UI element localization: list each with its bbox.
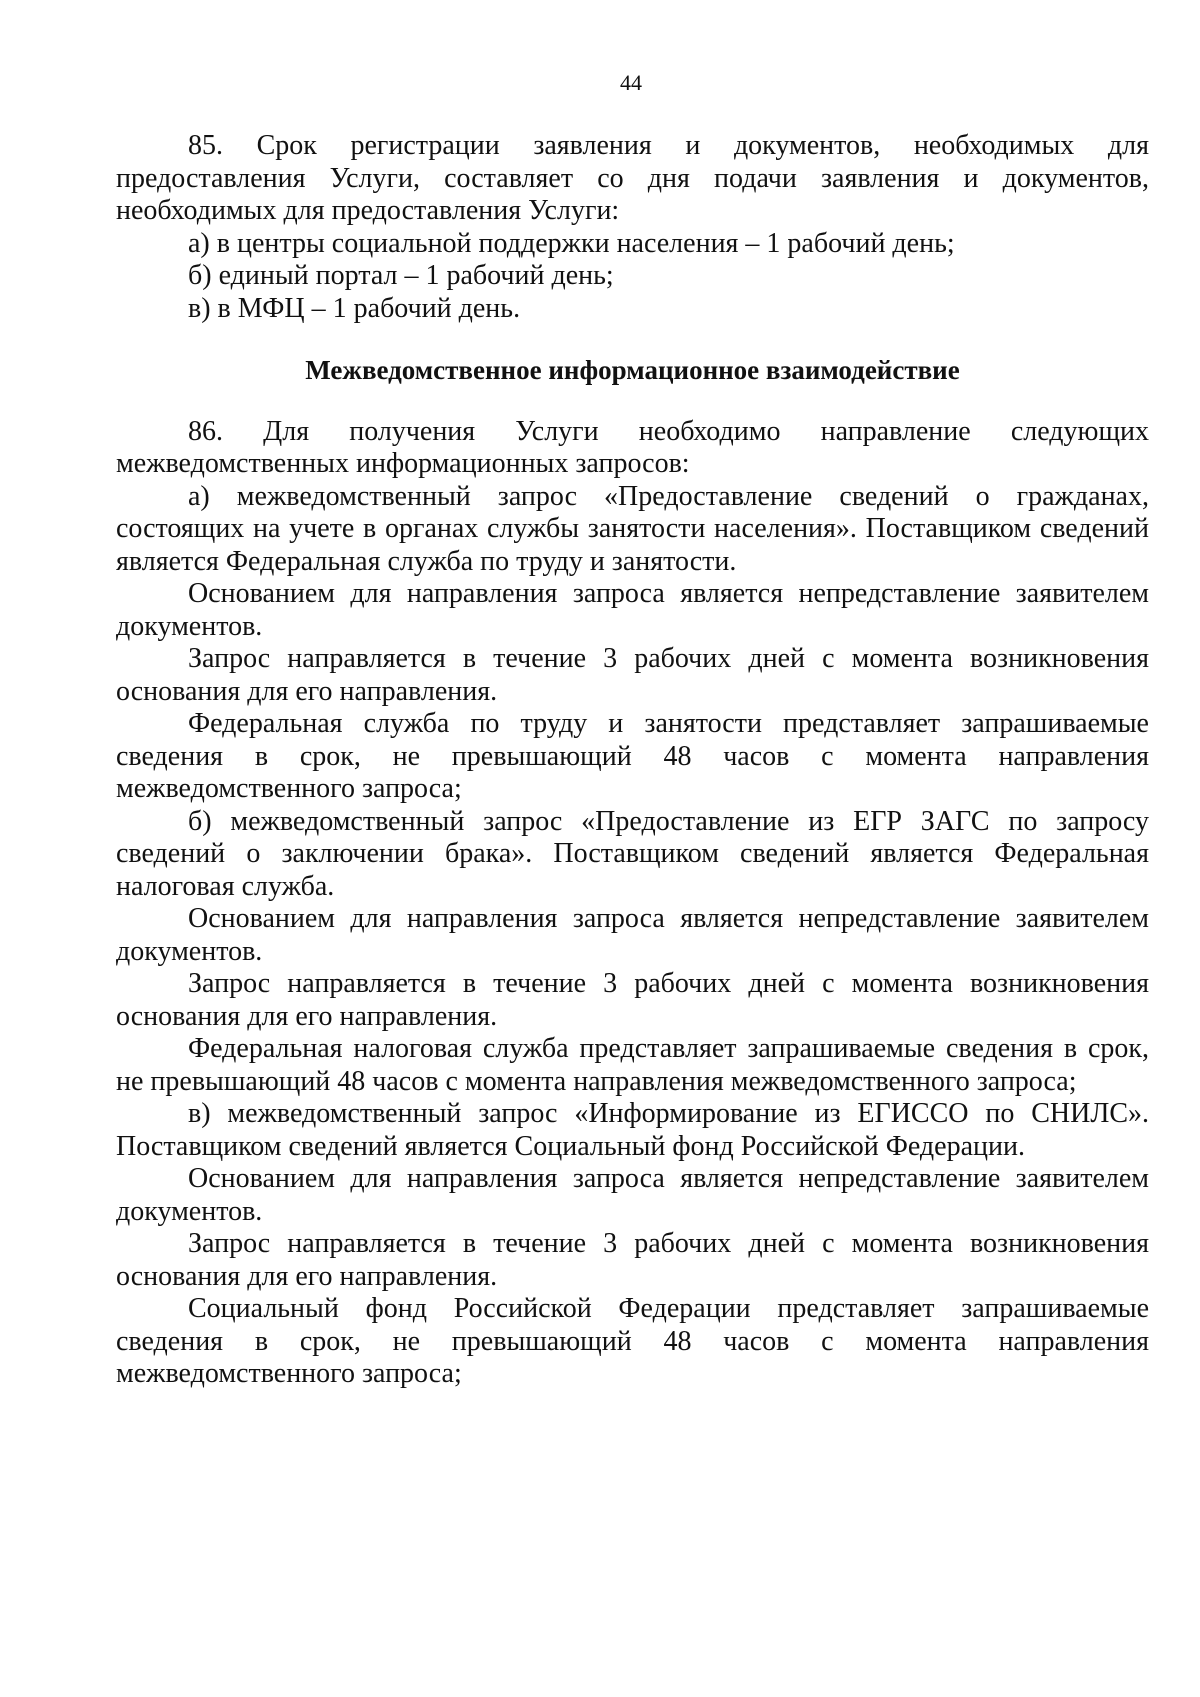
request-a-response: Федеральная служба по труду и занятости представляет запрашиваемые сведения в срок, не превышающий 48 часов с момента направления межведомственного запроса; — [116, 708, 1149, 804]
request-a-text: а) межведомственный запрос «Предоставление сведений о гражданах, состоящих на учете в органах службы занятости населения». Поставщиком сведений является Федеральная служба по труду и занятости. — [116, 480, 1149, 577]
clause-85-intro: 85. Срок регистрации заявления и документов, необходимых для предоставления Услуги, составляет со дня подачи заявления и документов, необходимых для предоставления Услуги: — [116, 130, 1149, 226]
clause-85-item-a: а) в центры социальной поддержки населения – 1 рабочий день; — [188, 227, 955, 259]
request-c-response: Социальный фонд Российской Федерации представляет запрашиваемые сведения в срок, не превышающий 48 часов с момента направления межведомственного запроса; — [116, 1293, 1149, 1389]
request-c-text: в) межведомственный запрос «Информирование из ЕГИССО по СНИЛС». Поставщиком сведений является Социальный фонд Российской Федерации. — [116, 1098, 1149, 1162]
request-b-response: Федеральная налоговая служба представляет запрашиваемые сведения в срок, не превышающий 48 часов с момента направления межведомственного запроса; — [116, 1033, 1149, 1097]
request-c-basis: Основанием для направления запроса является непредставление заявителем документов. — [116, 1163, 1149, 1227]
clause-85-item-c: в) в МФЦ – 1 рабочий день. — [188, 292, 521, 324]
request-a-timing: Запрос направляется в течение 3 рабочих дней с момента возникновения основания для его направления. — [116, 643, 1149, 707]
request-c-timing: Запрос направляется в течение 3 рабочих дней с момента возникновения основания для его направления. — [116, 1228, 1149, 1292]
request-b-timing: Запрос направляется в течение 3 рабочих дней с момента возникновения основания для его направления. — [116, 968, 1149, 1032]
section-heading: Межведомственное информационное взаимодействие — [305, 355, 960, 385]
clause-86-intro: 86. Для получения Услуги необходимо направление следующих межведомственных информационных запросов: — [116, 415, 1149, 479]
document-body — [116, 130, 1149, 1391]
request-b-text: б) межведомственный запрос «Предоставление из ЕГР ЗАГС по запросу сведений о заключении брака». Поставщиком сведений является Федеральная налоговая служба. — [116, 805, 1149, 902]
clause-85-item-b: б) единый портал – 1 рабочий день; — [188, 260, 614, 291]
page-number: 44 — [620, 70, 642, 95]
request-a-basis: Основанием для направления запроса является непредставление заявителем документов. — [116, 578, 1149, 642]
request-b-basis: Основанием для направления запроса является непредставление заявителем документов. — [116, 903, 1149, 967]
